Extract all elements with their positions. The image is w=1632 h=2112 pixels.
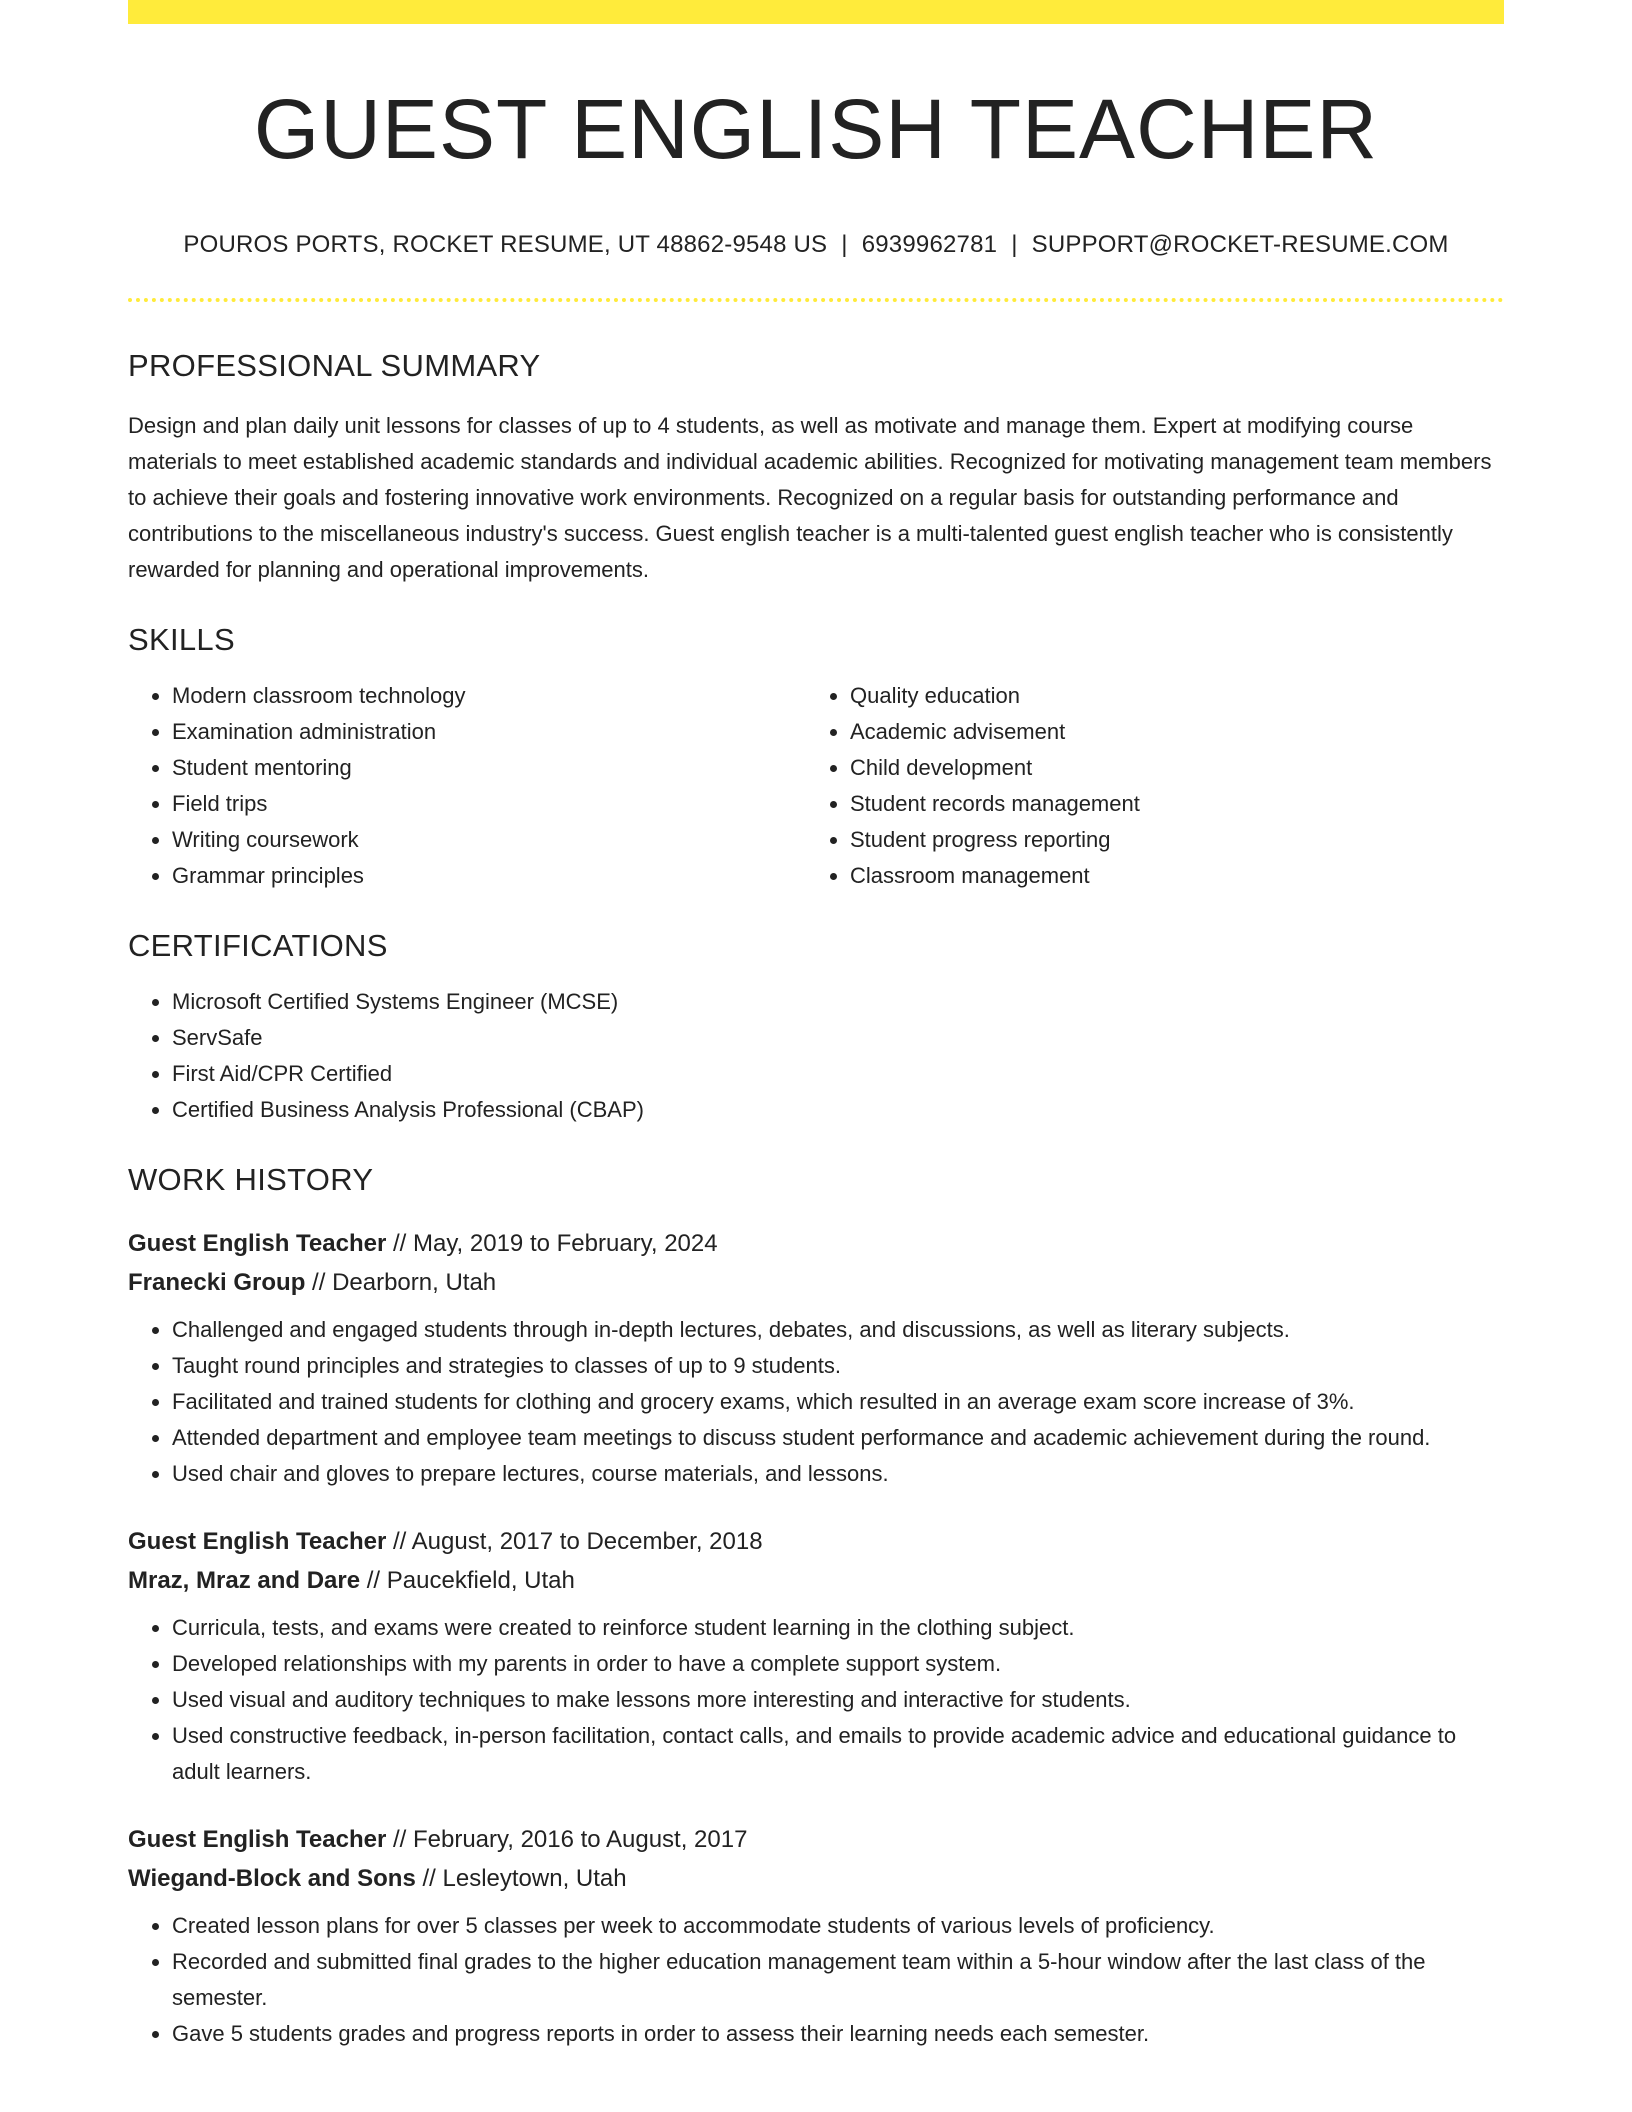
job-bullet-list [128,1908,1504,2052]
job-bullet: • Attended department and employee team meetings to discuss student performance and academic achievement during the round. [172,1420,1504,1456]
skill-item: • Writing coursework [172,822,806,858]
job-separator: // [392,1229,407,1257]
job-bullet: • Used chair and gloves to prepare lectures, course materials, and lessons. [172,1456,1504,1492]
job-bullet: • Used visual and auditory techniques to make lessons more interesting and interactive for students. [172,1682,1504,1718]
job-location: Paucekfield, Utah [386,1566,575,1594]
job-bullet: • Used constructive feedback, in-person facilitation, contact calls, and emails to provide academic advice and educational guidance to adult learners. [172,1718,1504,1790]
job-bullet: • Curricula, tests, and exams were created to reinforce student learning in the clothing subject. [172,1610,1504,1646]
job-company-line [128,1859,1504,1898]
job-company: Wiegand-Block and Sons [128,1864,416,1892]
skill-item: • Grammar principles [172,858,806,894]
contact-separator: | [1011,231,1018,259]
contact-address: POUROS PORTS, ROCKET RESUME, UT 48862-9548 US [183,231,828,259]
job-separator: // [422,1864,436,1892]
job-role: Guest English Teacher [128,1229,387,1257]
job-bullet: • Challenged and engaged students through in-depth lectures, debates, and discussions, as well as literary subjects. [172,1312,1504,1348]
skill-item: • Classroom management [850,858,1484,894]
skill-item: • Quality education [850,678,1484,714]
job-dates: May, 2019 to February, 2024 [412,1229,718,1257]
job-company-line [128,1263,1504,1302]
skills-list-right [806,678,1484,894]
job-bullet: • Gave 5 students grades and progress reports in order to assess their learning needs each semester. [172,2016,1504,2052]
job-role-line [128,1820,1504,1859]
job-company: Franecki Group [128,1268,306,1296]
skills-heading: SKILLS [128,621,235,657]
contact-email[interactable]: SUPPORT@ROCKET-RESUME.COM [1031,231,1449,259]
job-bullet: • Facilitated and trained students for clothing and grocery exams, which resulted in an average exam score increase of 3%. [172,1384,1504,1420]
job-role-line [128,1224,1504,1263]
job-separator: // [392,1527,407,1555]
job-separator: // [312,1268,326,1296]
job-bullet-list [128,1610,1504,1790]
job-separator: // [366,1566,381,1594]
certification-item: • First Aid/CPR Certified [172,1056,1504,1092]
job-separator: // [392,1825,407,1853]
skill-item: • Field trips [172,786,806,822]
contact-separator: | [841,231,848,259]
certification-item: • ServSafe [172,1020,1504,1056]
skills-columns [128,678,1504,894]
job-entry [128,1522,1504,1790]
job-company-line [128,1561,1504,1600]
skill-item: • Examination administration [172,714,806,750]
candidate-name: GUEST ENGLISH TEACHER [253,82,1379,176]
contact-line [128,229,1504,260]
job-bullet: • Taught round principles and strategies to classes of up to 9 students. [172,1348,1504,1384]
job-bullet: • Recorded and submitted final grades to the higher education management team within a 5-hour window after the last class of the semester. [172,1944,1504,2016]
certification-item: • Certified Business Analysis Professional (CBAP) [172,1092,1504,1128]
job-entry [128,1224,1504,1492]
accent-top-bar [128,0,1504,24]
skill-item: • Academic advisement [850,714,1484,750]
job-entry [128,1820,1504,2052]
skill-item: • Student mentoring [172,750,806,786]
job-bullet: • Created lesson plans for over 5 classes per week to accommodate students of various levels of proficiency. [172,1908,1504,1944]
skill-item: • Child development [850,750,1484,786]
job-role-line [128,1522,1504,1561]
dotted-divider [128,298,1504,302]
job-role: Guest English Teacher [128,1527,387,1555]
job-location: Dearborn, Utah [332,1268,497,1296]
job-bullet: • Developed relationships with my parents in order to have a complete support system. [172,1646,1504,1682]
skill-item: • Student progress reporting [850,822,1484,858]
skill-item: • Student records management [850,786,1484,822]
certifications-list [128,984,1504,1128]
summary-text: Design and plan daily unit lessons for classes of up to 4 students, as well as motivate and manage them. Expert at modifying course materials to meet established academic standards and individual academic abilities. Recognized for motivating management team members to achieve their goals and fostering innovative work environments. Recognized on a regular basis for outstanding performance and contributions to the miscellaneous industry's success. Guest english teacher is a multi-talented guest english teacher who is consistently rewarded for planning and operational improvements. [128,412,1492,582]
resume-page [128,0,1504,2052]
work-history-heading: WORK HISTORY [128,1161,374,1197]
job-dates: August, 2017 to December, 2018 [411,1527,763,1555]
contact-phone[interactable]: 6939962781 [861,231,998,259]
summary-heading: PROFESSIONAL SUMMARY [128,347,541,383]
certifications-heading: CERTIFICATIONS [128,927,388,963]
job-company: Mraz, Mraz and Dare [128,1566,361,1594]
job-location: Lesleytown, Utah [442,1864,627,1892]
certification-item: • Microsoft Certified Systems Engineer (MCSE) [172,984,1504,1020]
skills-list-left [128,678,806,894]
job-bullet-list [128,1312,1504,1492]
job-role: Guest English Teacher [128,1825,387,1853]
job-dates: February, 2016 to August, 2017 [412,1825,748,1853]
skill-item: • Modern classroom technology [172,678,806,714]
